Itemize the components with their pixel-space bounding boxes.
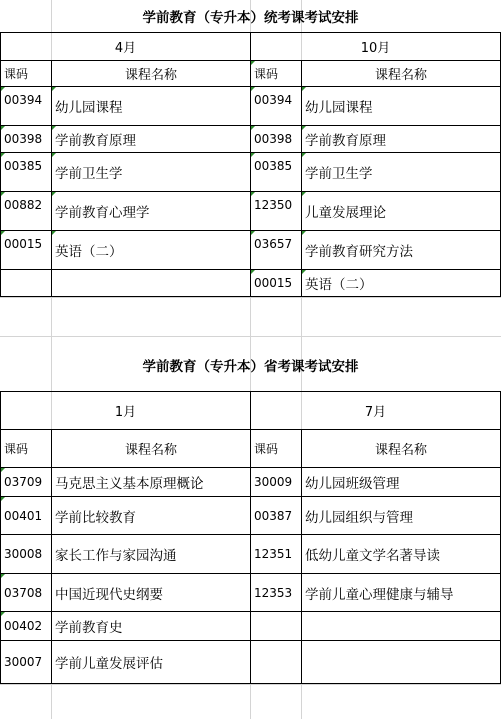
section2-right-month: 7月 bbox=[364, 405, 387, 420]
course-code: 03709 bbox=[1, 468, 51, 496]
course-name: 学前儿童心理健康与辅导 bbox=[305, 586, 454, 603]
course-code: 12350 bbox=[251, 192, 301, 230]
section1-right-month: 10月 bbox=[360, 41, 391, 56]
course-name: 幼儿园班级管理 bbox=[305, 476, 400, 492]
course-name: 马克思主义基本原理概论 bbox=[55, 476, 204, 492]
table-row bbox=[0, 612, 501, 640]
course-name: 学前教育原理 bbox=[302, 126, 500, 152]
course-code: 00402 bbox=[1, 612, 51, 640]
course-name: 学前比较教育 bbox=[55, 509, 136, 526]
table-row bbox=[0, 270, 501, 296]
course-name: 学前教育原理 bbox=[52, 126, 250, 152]
code-header: 课码 bbox=[4, 67, 29, 81]
table-row bbox=[0, 87, 501, 125]
course-name: 中国近现代史纲要 bbox=[55, 586, 163, 603]
course-name: 英语（二） bbox=[52, 231, 250, 269]
section2-left-month: 1月 bbox=[114, 405, 137, 420]
course-name: 学前儿童发展评估 bbox=[55, 656, 163, 672]
course-name bbox=[52, 270, 250, 296]
section1-title: 学前教育（专升本）统考课考试安排 bbox=[142, 10, 359, 26]
name-header: 课程名称 bbox=[124, 68, 177, 83]
course-name: 幼儿园课程 bbox=[302, 87, 500, 125]
course-code: 03708 bbox=[1, 574, 51, 611]
course-code: 00394 bbox=[251, 87, 301, 125]
table-row bbox=[0, 497, 501, 534]
course-name: 学前教育心理学 bbox=[52, 192, 250, 230]
table-row bbox=[0, 231, 501, 269]
course-code bbox=[1, 270, 51, 296]
section1-left-month: 4月 bbox=[114, 41, 137, 56]
course-code: 00385 bbox=[1, 153, 51, 191]
course-code: 00398 bbox=[1, 126, 51, 152]
table-row bbox=[0, 574, 501, 611]
section2-title: 学前教育（专升本）省考课考试安排 bbox=[142, 359, 359, 375]
course-code: 00398 bbox=[251, 126, 301, 152]
course-code: 00401 bbox=[1, 497, 51, 534]
gridline bbox=[0, 336, 501, 337]
course-code: 30007 bbox=[4, 655, 43, 669]
code-header: 课码 bbox=[254, 442, 279, 456]
course-code: 00385 bbox=[251, 153, 301, 191]
table-row bbox=[0, 535, 501, 573]
course-name: 学前卫生学 bbox=[302, 153, 500, 191]
course-name: 幼儿园课程 bbox=[52, 87, 250, 125]
course-code bbox=[251, 612, 301, 640]
course-name: 儿童发展理论 bbox=[302, 192, 500, 230]
course-code: 00387 bbox=[254, 508, 293, 523]
course-name: 学前教育史 bbox=[55, 620, 123, 636]
table-row bbox=[0, 153, 501, 191]
name-header: 课程名称 bbox=[374, 68, 427, 83]
gridline bbox=[0, 297, 501, 298]
course-name: 学前卫生学 bbox=[52, 153, 250, 191]
course-code: 00394 bbox=[1, 87, 51, 125]
course-code: 00015 bbox=[251, 270, 301, 296]
course-code: 03657 bbox=[251, 231, 301, 269]
course-code bbox=[251, 641, 301, 683]
code-header: 课码 bbox=[4, 442, 29, 456]
course-code: 00015 bbox=[1, 231, 51, 269]
table-row bbox=[0, 468, 501, 496]
course-name: 英语（二） bbox=[302, 270, 500, 296]
course-code: 30008 bbox=[4, 547, 43, 561]
course-code: 12351 bbox=[254, 547, 293, 561]
table-row bbox=[0, 641, 501, 683]
table-row bbox=[0, 192, 501, 230]
course-name: 低幼儿童文学名著导读 bbox=[305, 548, 440, 564]
name-header: 课程名称 bbox=[124, 443, 177, 458]
course-name: 学前教育研究方法 bbox=[302, 231, 500, 269]
course-name bbox=[302, 612, 500, 640]
code-header: 课码 bbox=[251, 61, 301, 86]
course-code: 30009 bbox=[254, 475, 293, 489]
course-code: 00882 bbox=[1, 192, 51, 230]
gridline bbox=[0, 684, 501, 685]
course-name bbox=[302, 641, 500, 683]
course-code: 12353 bbox=[254, 585, 293, 600]
table-row bbox=[0, 126, 501, 152]
course-name: 家长工作与家园沟通 bbox=[55, 548, 177, 564]
name-header: 课程名称 bbox=[374, 443, 427, 458]
course-name: 幼儿园组织与管理 bbox=[305, 509, 413, 526]
